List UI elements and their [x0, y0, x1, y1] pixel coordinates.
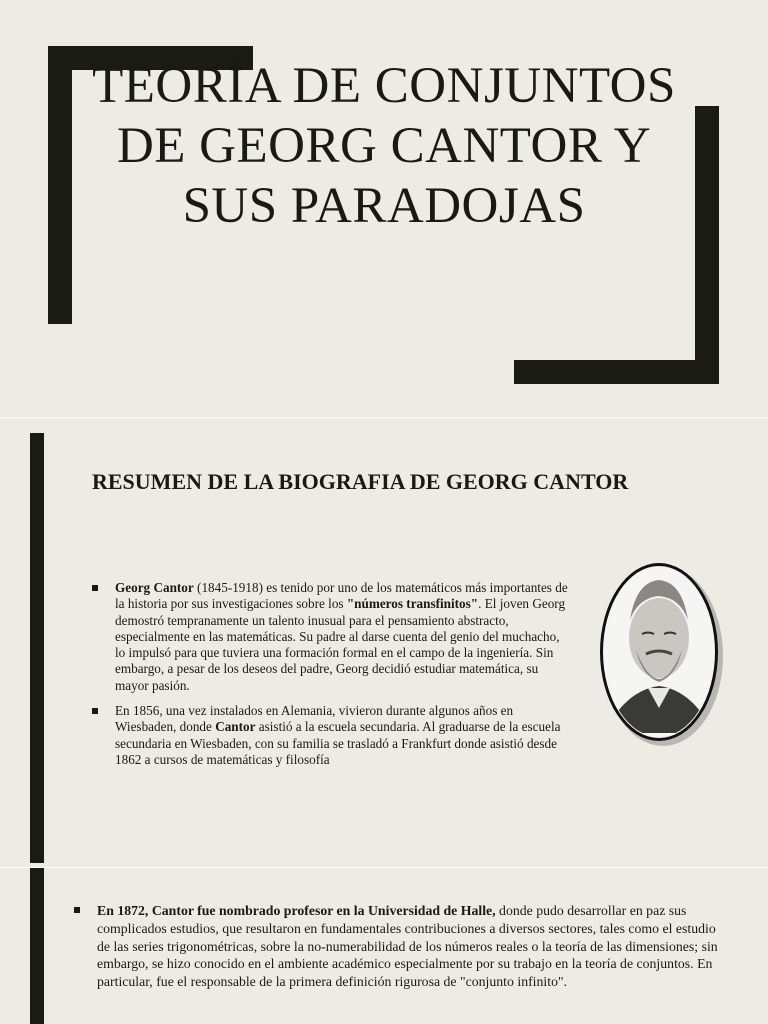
- section-heading: RESUMEN DE LA BIOGRAFIA DE GEORG CANTOR: [92, 469, 629, 494]
- body-text: (1845-1918) es tenido por uno de los matemáticos más importantes de la historia por sus investigaciones sobre los: [115, 580, 568, 612]
- body-text: asistió a la escuela secundaria. Al graduarse de la escuela secundaria en Wiesbaden, con su familia se trasladó a Frankfurt donde asistió desde 1862 a cursos de matemáticas y filosofía: [115, 719, 561, 767]
- title-slide: [0, 0, 768, 418]
- bold-text: "números transfinitos": [346, 596, 479, 612]
- body-text: En 1856, una vez instalados en Alemania, vivieron durante algunos años en Wiesbaden, donde: [115, 703, 514, 735]
- list-item: [92, 703, 570, 768]
- bold-text: Cantor: [215, 719, 256, 735]
- body-text: donde pudo desarrollar en paz sus complicados estudios, que resultaron en fundamentales contribuciones a diversos sectores, tales como el estudio de las series trigonométricas, sobre la no-numerabilidad de los números reales o la teoría de las dimensiones; sin embargo, se hizo conocido en el ambiente académico especialmente por su trabajo en la teoría de conjuntos. En particular, fue el responsable de la primera definición rigurosa de "conjunto infinito".: [97, 903, 718, 990]
- bullet-square-icon: [74, 907, 80, 913]
- accent-vertical-bar: [30, 868, 44, 1024]
- frame-bottom-right-vertical: [695, 106, 719, 384]
- bold-text: En 1872, Cantor fue nombrado profesor en la Universidad de Halle,: [97, 903, 496, 918]
- bold-text: Georg Cantor: [115, 580, 194, 595]
- cantor-portrait-image: [596, 558, 724, 748]
- list-item: [74, 902, 730, 991]
- slide-title: TEORÍA DE CONJUNTOS DE GEORG CANTOR Y SUS PARADOJAS: [92, 58, 676, 234]
- biography-slide: [0, 418, 768, 868]
- bullet-square-icon: [92, 585, 98, 591]
- career-slide: [0, 868, 768, 1024]
- career-list: [74, 902, 730, 1000]
- bullet-square-icon: [92, 708, 98, 714]
- biography-list: [92, 580, 570, 777]
- list-item: [92, 580, 570, 694]
- accent-vertical-bar: [30, 433, 44, 863]
- body-text: . El joven Georg demostró tempranamente un talento inusual para el pensamiento abstracto, especialmente en las matemáticas. Su padre al darse cuenta del genio del muchacho, lo impulsó para que tuviera una formación formal en el campo de la ingeniería. Sin embargo, a pesar de los deseos del padre, Georg decidió estudiar matemática, su mayor pasión.: [115, 596, 566, 693]
- frame-top-left-vertical: [48, 46, 72, 324]
- frame-bottom-right-horizontal: [514, 360, 719, 384]
